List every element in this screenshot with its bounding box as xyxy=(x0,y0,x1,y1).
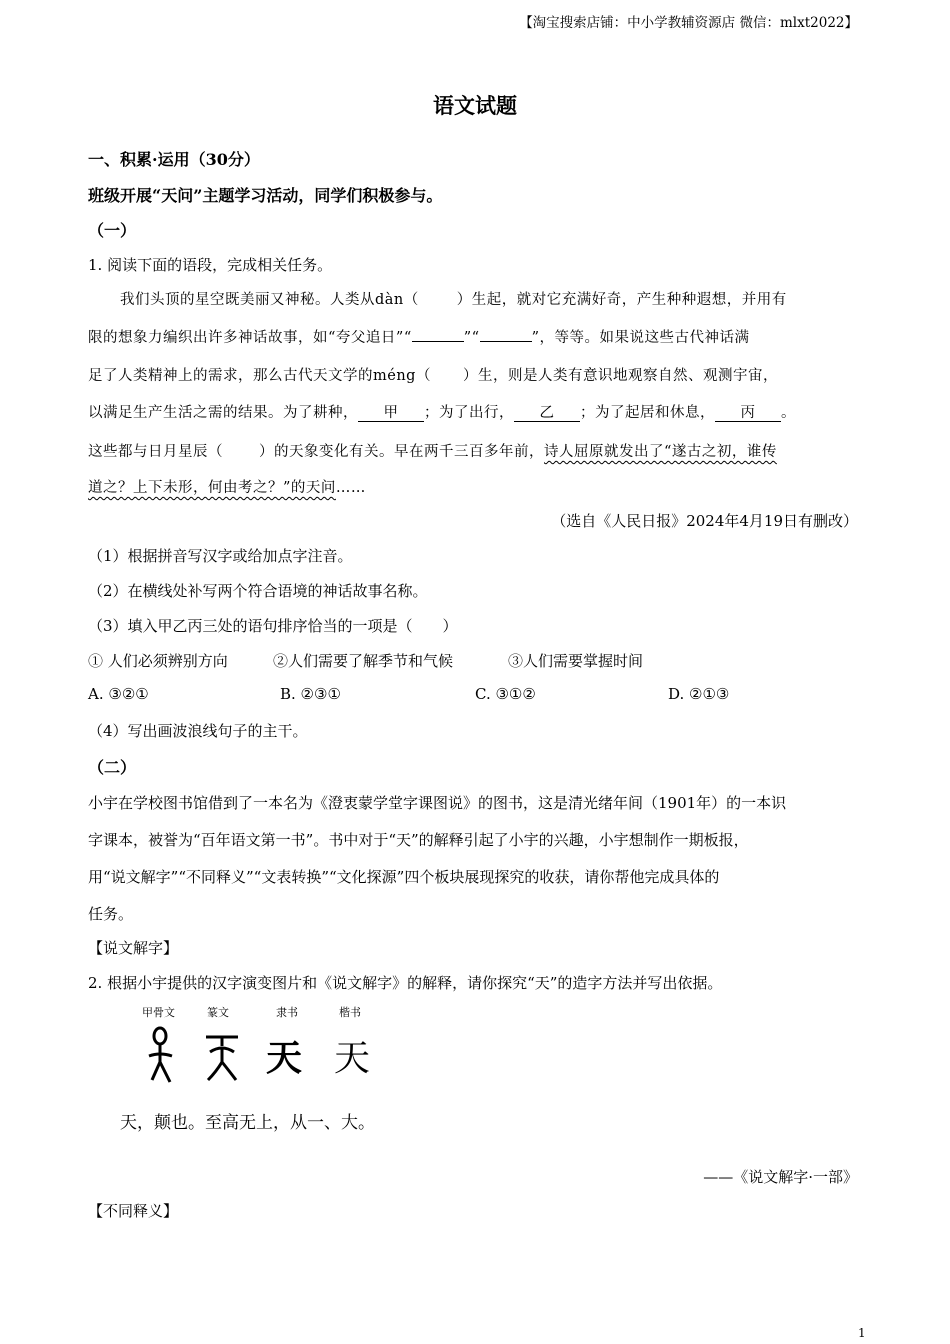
wavy-sentence-part-2: 道之？上下未形，何由考之？”的天问 xyxy=(88,480,336,496)
wavy-sentence-part-1: 诗人屈原就发出了“遂古之初，谁传 xyxy=(544,444,777,460)
section-heading: 一、积累·运用（30分） xyxy=(88,150,260,169)
sub-question-1: （1）根据拼音写汉字或给加点字注音。 xyxy=(88,547,353,565)
para-line-4: 任务。 xyxy=(88,905,134,923)
page-title: 语文试题 xyxy=(433,93,517,118)
statement-2: ②人们需要了解季节和气候 xyxy=(273,652,454,670)
blank-myth-2[interactable] xyxy=(480,341,532,342)
para-line-1: 小宇在学校图书馆借到了一本名为《澄衷蒙学堂字课图说》的图书，这是清光绪年间（1901年）的一本识 xyxy=(88,794,787,812)
passage-line-3: 足了人类精神上的需求，那么古代天文学的méng（ ）生，则是人类有意识地观察自然、观测宇宙， xyxy=(88,368,778,384)
section-intro: 班级开展“天问”主题学习活动，同学们积极参与。 xyxy=(88,186,443,205)
section-shuowen-jiezi: 【说文解字】 xyxy=(88,939,179,957)
option-c[interactable]: C. ③①② xyxy=(475,685,536,703)
label-seal-script: 篆文 xyxy=(207,1006,229,1019)
option-a[interactable]: A. ③②① xyxy=(88,685,149,703)
shuowen-source: ——《说文解字·一部》 xyxy=(703,1168,858,1186)
para-line-3: 用“说文解字”“不同释义”“文表转换”“文化探源”四个板块展现探究的收获，请你帮他完成具体的 xyxy=(88,868,720,886)
passage-line-5: 这些都与日月星辰（ ）的天象变化有关。早在两千三百多年前，诗人屈原就发出了“遂古之初，谁传 xyxy=(88,444,777,460)
option-b[interactable]: B. ②③① xyxy=(280,685,341,703)
clerical-script-tian-glyph: 天 xyxy=(266,1037,303,1079)
shuowen-definition: 天，颠也。至高无上，从一、大。 xyxy=(120,1113,375,1133)
sub-question-4: （4）写出画波浪线句子的主干。 xyxy=(88,722,308,740)
seal-script-tian-glyph xyxy=(202,1032,242,1084)
label-regular-script: 楷书 xyxy=(339,1006,361,1019)
page-number: 1 xyxy=(858,1326,866,1340)
label-oracle-bone: 甲骨文 xyxy=(142,1006,175,1019)
question-1-prompt: 1. 阅读下面的语段，完成相关任务。 xyxy=(88,256,333,274)
sub-question-3: （3）填入甲乙丙三处的语句排序恰当的一项是（ ） xyxy=(88,617,458,635)
regular-script-tian-glyph: 天 xyxy=(334,1038,371,1079)
blank-jia: 甲 xyxy=(358,406,424,422)
passage-line-6: 道之？上下未形，何由考之？”的天问…… xyxy=(88,480,366,496)
para-line-2: 字课本，被誉为“百年语文第一书”。书中对于“天”的解释引起了小宇的兴趣，小宇想制作一期板报， xyxy=(88,831,749,849)
passage-source: （选自《人民日报》2024年4月19日有删改） xyxy=(551,512,858,530)
blank-yi: 乙 xyxy=(514,406,580,422)
question-2-prompt: 2. 根据小宇提供的汉字演变图片和《说文解字》的解释，请你探究“天”的造字方法并写出依据。 xyxy=(88,974,723,992)
passage-line-1: 我们头顶的星空既美丽又神秘。人类从dàn（ ）生起，就对它充满好奇，产生种种遐想，并用有 xyxy=(120,292,787,308)
passage-line-4: 以满足生产生活之需的结果。为了耕种， 甲 ；为了出行， 乙 ；为了起居和休息， 丙 。 xyxy=(88,405,796,421)
blank-bing: 丙 xyxy=(715,406,781,422)
sub-question-2: （2）在横线处补写两个符合语境的神话故事名称。 xyxy=(88,582,428,600)
passage-line-2: 限的想象力编织出许多神话故事，如“夸父追日”“ ”“ ”，等等。如果说这些古代神话满 xyxy=(88,330,750,346)
blank-myth-1[interactable] xyxy=(412,341,464,342)
label-clerical-script: 隶书 xyxy=(276,1006,298,1019)
oracle-bone-tian-glyph xyxy=(146,1026,182,1086)
section-butong-shiyi: 【不同释义】 xyxy=(88,1202,179,1220)
header-shop-text: 【淘宝搜索店铺：中小学教辅资源店 微信：mlxt2022】 xyxy=(519,15,858,31)
part-label-1: （一） xyxy=(88,221,137,240)
part-label-2: （二） xyxy=(88,758,137,777)
statement-3: ③人们需要掌握时间 xyxy=(508,652,644,670)
option-d[interactable]: D. ②①③ xyxy=(668,685,730,703)
statement-1: ① 人们必须辨别方向 xyxy=(88,652,228,670)
